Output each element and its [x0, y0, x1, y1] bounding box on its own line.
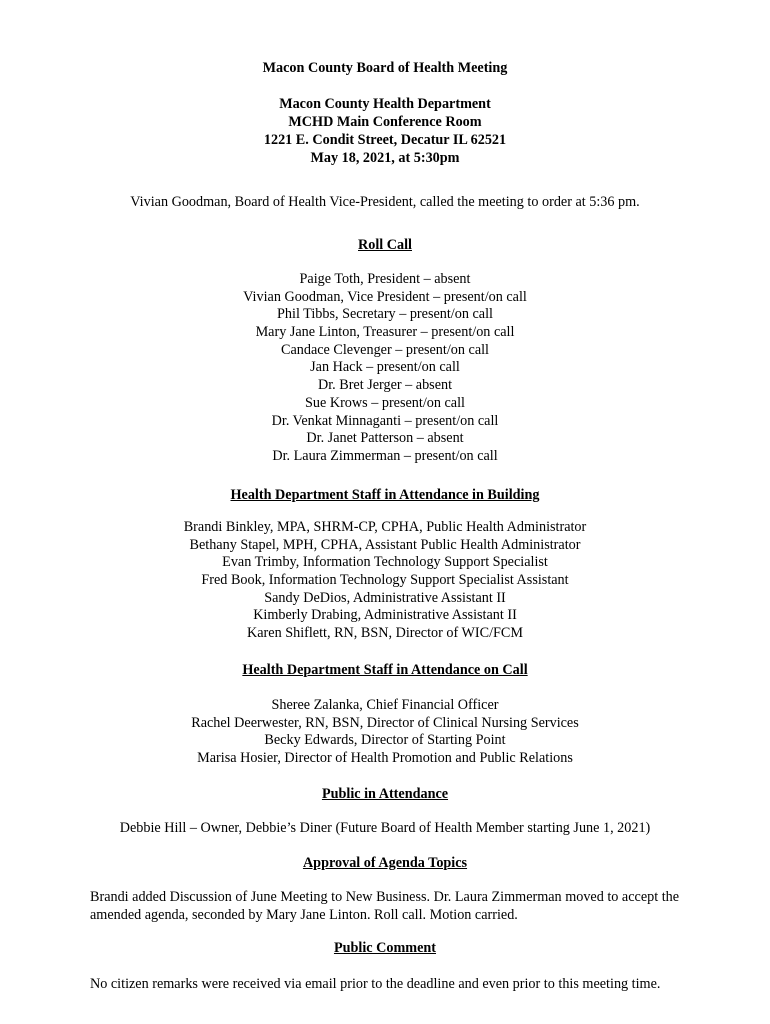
- public-heading: Public in Attendance: [321, 786, 449, 802]
- staff-member: Brandi Binkley, MPA, SHRM-CP, CPHA, Public Health Administrator: [183, 519, 587, 535]
- roll-call-list: [0, 271, 770, 466]
- roll-call-member: Dr. Janet Patterson – absent: [306, 430, 464, 447]
- roll-call-member: Dr. Venkat Minnaganti – present/on call: [271, 412, 499, 429]
- roll-call-member: Candace Clevenger – present/on call: [281, 341, 489, 358]
- staff-member: Sheree Zalanka, Chief Financial Officer: [271, 697, 499, 713]
- public-comment-heading: Public Comment: [333, 940, 437, 956]
- location-room: MCHD Main Conference Room: [288, 114, 482, 130]
- staff-member: Bethany Stapel, MPH, CPHA, Assistant Public Health Administrator: [189, 536, 581, 553]
- roll-call-member: Dr. Bret Jerger – absent: [317, 377, 453, 394]
- roll-call-member: Mary Jane Linton, Treasurer – present/on call: [255, 324, 515, 341]
- roll-call-member: Jan Hack – present/on call: [310, 359, 460, 376]
- staff-member: Rachel Deerwester, RN, BSN, Director of Clinical Nursing Services: [191, 714, 579, 731]
- roll-call-member: Vivian Goodman, Vice President – present/on call: [243, 288, 527, 305]
- staff-call-list: [0, 697, 770, 768]
- roll-call-member: Phil Tibbs, Secretary – present/on call: [277, 306, 493, 323]
- staff-member: Marisa Hosier, Director of Health Promotion and Public Relations: [197, 750, 573, 767]
- staff-member: Evan Trimby, Information Technology Support Specialist: [222, 554, 548, 571]
- staff-call-heading: Health Department Staff in Attendance on Call: [242, 662, 528, 678]
- agenda-heading: Approval of Agenda Topics: [302, 855, 468, 871]
- staff-building-list: [0, 519, 770, 643]
- call-to-order: Vivian Goodman, Board of Health Vice-President, called the meeting to order at 5:36 pm.: [130, 194, 640, 210]
- agenda-text: Brandi added Discussion of June Meeting to New Business. Dr. Laura Zimmerman moved to accept the amended agenda, seconded by Mary Jane Linton. Roll call. Motion carried.: [90, 889, 680, 923]
- staff-member: Becky Edwards, Director of Starting Point: [264, 732, 506, 749]
- meeting-datetime: May 18, 2021, at 5:30pm: [310, 150, 460, 166]
- roll-call-member: Sue Krows – present/on call: [305, 394, 465, 411]
- staff-member: Kimberly Drabing, Administrative Assistant II: [253, 607, 517, 624]
- location-department: Macon County Health Department: [279, 96, 491, 112]
- document-title: Macon County Board of Health Meeting: [262, 60, 508, 76]
- staff-member: Fred Book, Information Technology Support Specialist Assistant: [201, 572, 569, 589]
- public-member: Debbie Hill – Owner, Debbie’s Diner (Future Board of Health Member starting June 1, 2021): [119, 820, 651, 836]
- staff-member: Karen Shiflett, RN, BSN, Director of WIC/FCM: [247, 625, 523, 642]
- roll-call-member: Paige Toth, President – absent: [299, 271, 471, 287]
- staff-member: Sandy DeDios, Administrative Assistant II: [264, 589, 506, 606]
- location-address: 1221 E. Condit Street, Decatur IL 62521: [263, 132, 507, 148]
- roll-call-heading: Roll Call: [358, 237, 412, 253]
- roll-call-member: Dr. Laura Zimmerman – present/on call: [272, 447, 498, 464]
- staff-building-heading: Health Department Staff in Attendance in Building: [230, 487, 540, 503]
- public-comment-text: No citizen remarks were received via email prior to the deadline and even prior to this meeting time.: [90, 976, 661, 992]
